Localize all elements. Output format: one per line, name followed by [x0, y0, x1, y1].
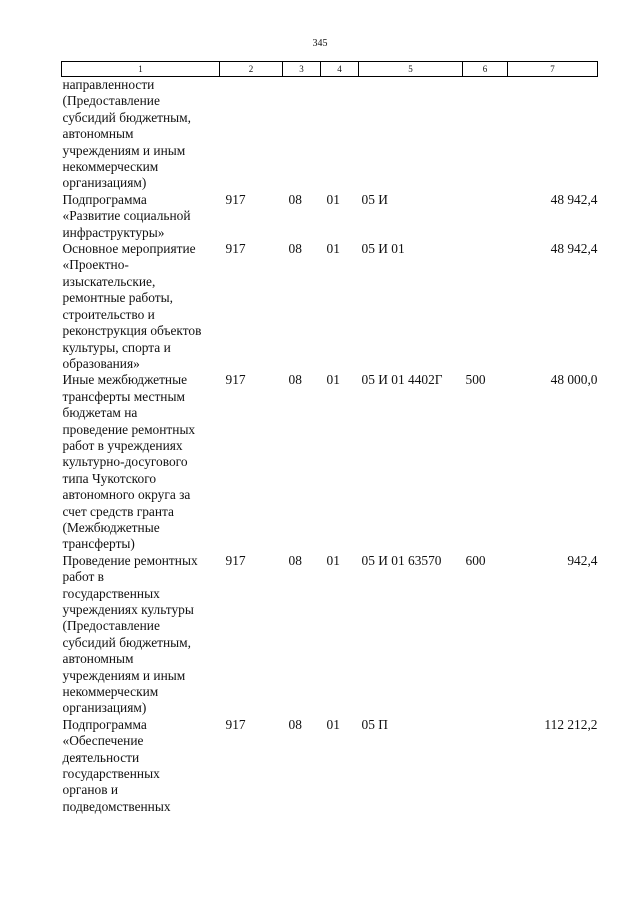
- row-name-line: автономным: [62, 126, 134, 142]
- column-number-header: [62, 62, 598, 77]
- row-name: [62, 553, 220, 717]
- cell-amount: 112 212,2: [544, 716, 598, 732]
- row-name-line: образования»: [62, 355, 140, 371]
- cell-subsection: 01: [326, 241, 340, 257]
- cell-section: 08: [288, 716, 302, 732]
- cell-subsection: 01: [326, 372, 340, 388]
- cell-type: [463, 77, 508, 192]
- row-name: [62, 241, 220, 372]
- row-name-line: культурно-досугового: [62, 454, 188, 470]
- row-name-line: инфраструктуры»: [62, 224, 165, 240]
- row-name-line: (Предоставление: [62, 618, 160, 634]
- cell-target: 05 И: [361, 191, 388, 207]
- row-name-line: Иные межбюджетные: [62, 372, 188, 388]
- row-name-line: субсидий бюджетным,: [62, 634, 192, 650]
- row-name-line: организациям): [62, 700, 147, 716]
- table-row: [62, 77, 598, 192]
- row-name-line: учреждениям и иным: [62, 667, 186, 683]
- row-name-line: счет средств гранта: [62, 503, 174, 519]
- row-name-line: трансферты местным: [62, 388, 185, 404]
- row-name-line: трансферты): [62, 536, 135, 552]
- row-name-line: ремонтные работы,: [62, 290, 173, 306]
- row-name: [62, 372, 220, 552]
- row-name-line: реконструкция объектов: [62, 323, 202, 339]
- table-row: [62, 241, 598, 372]
- row-name-line: учреждениям и иным: [62, 142, 186, 158]
- cell-subsection: 01: [326, 552, 340, 568]
- row-name-line: культуры, спорта и: [62, 339, 171, 355]
- row-name-line: Проведение ремонтных: [62, 552, 198, 568]
- budget-table: [61, 61, 598, 815]
- cell-subsection: 01: [326, 191, 340, 207]
- row-name-line: учреждениях культуры: [62, 602, 194, 617]
- table-row: [62, 553, 598, 717]
- cell-target: 05 И 01 63570: [361, 552, 442, 568]
- row-name-line: автономным: [62, 651, 134, 667]
- cell-amount: [508, 77, 598, 192]
- column-header: 3: [283, 62, 321, 77]
- cell-type: 600: [465, 552, 486, 568]
- row-name-line: организациям): [62, 175, 147, 191]
- row-name-line: работ в учреждениях: [62, 437, 183, 453]
- row-name-line: «Обеспечение: [62, 733, 144, 749]
- row-name-line: автономного округа за: [62, 487, 191, 503]
- row-name-line: изыскательские,: [62, 273, 156, 289]
- column-header: 2: [220, 62, 283, 77]
- cell-target: 05 И 01 4402Г: [361, 372, 443, 388]
- row-name-line: строительство и: [62, 306, 155, 322]
- cell-code: 917: [225, 552, 246, 568]
- cell-target: 05 И 01: [361, 241, 405, 257]
- cell-code: 917: [225, 241, 246, 257]
- column-header: 4: [321, 62, 359, 77]
- row-name-line: направленности: [62, 77, 155, 92]
- cell-amount: 48 942,4: [550, 241, 598, 257]
- cell-type: [463, 241, 508, 372]
- row-name-line: «Развитие социальной: [62, 208, 191, 224]
- row-name-line: подведомственных: [62, 798, 171, 814]
- column-header: 6: [463, 62, 508, 77]
- cell-code: 917: [225, 191, 246, 207]
- cell-code: 917: [225, 716, 246, 732]
- row-name-line: субсидий бюджетным,: [62, 109, 192, 125]
- cell-code: 917: [225, 372, 246, 388]
- table-row: [62, 372, 598, 552]
- cell-section: [283, 77, 321, 192]
- cell-section: 08: [288, 372, 302, 388]
- column-header: 7: [508, 62, 598, 77]
- row-name-line: деятельности: [62, 749, 140, 765]
- cell-type: 500: [465, 372, 486, 388]
- table-body: [62, 77, 598, 816]
- row-name-line: некоммерческим: [62, 159, 159, 175]
- row-name-line: (Предоставление: [62, 93, 160, 109]
- table-row: [62, 717, 598, 815]
- cell-target: 05 П: [361, 716, 388, 732]
- cell-type: [463, 192, 508, 241]
- row-name: [62, 717, 220, 815]
- row-name-line: Подпрограмма: [62, 191, 147, 207]
- row-name-line: некоммерческим: [62, 684, 159, 700]
- row-name-line: проведение ремонтных: [62, 421, 196, 437]
- row-name-line: бюджетам на: [62, 405, 138, 421]
- row-name-line: типа Чукотского: [62, 470, 157, 486]
- cell-type: [463, 717, 508, 815]
- page-number: 345: [312, 38, 328, 49]
- cell-amount: 942,4: [567, 552, 598, 568]
- row-name-line: органов и: [62, 782, 119, 798]
- row-name-line: государственных: [62, 766, 160, 782]
- cell-section: 08: [288, 241, 302, 257]
- column-header: 5: [359, 62, 463, 77]
- cell-amount: 48 000,0: [550, 372, 598, 388]
- cell-code: [220, 77, 283, 192]
- cell-target: [359, 77, 463, 192]
- row-name: [62, 77, 220, 192]
- table-row: [62, 192, 598, 241]
- row-name-line: государственных: [62, 585, 160, 601]
- row-name-line: Подпрограмма: [62, 716, 147, 732]
- cell-amount: 48 942,4: [550, 191, 598, 207]
- row-name-line: работ в: [62, 569, 104, 585]
- cell-section: 08: [288, 552, 302, 568]
- row-name-line: (Межбюджетные: [62, 519, 160, 535]
- cell-subsection: 01: [326, 716, 340, 732]
- row-name-line: «Проектно-: [62, 257, 129, 273]
- column-header: 1: [62, 62, 220, 77]
- cell-section: 08: [288, 191, 302, 207]
- cell-subsection: [321, 77, 359, 192]
- row-name: [62, 192, 220, 241]
- row-name-line: Основное мероприятие: [62, 241, 196, 257]
